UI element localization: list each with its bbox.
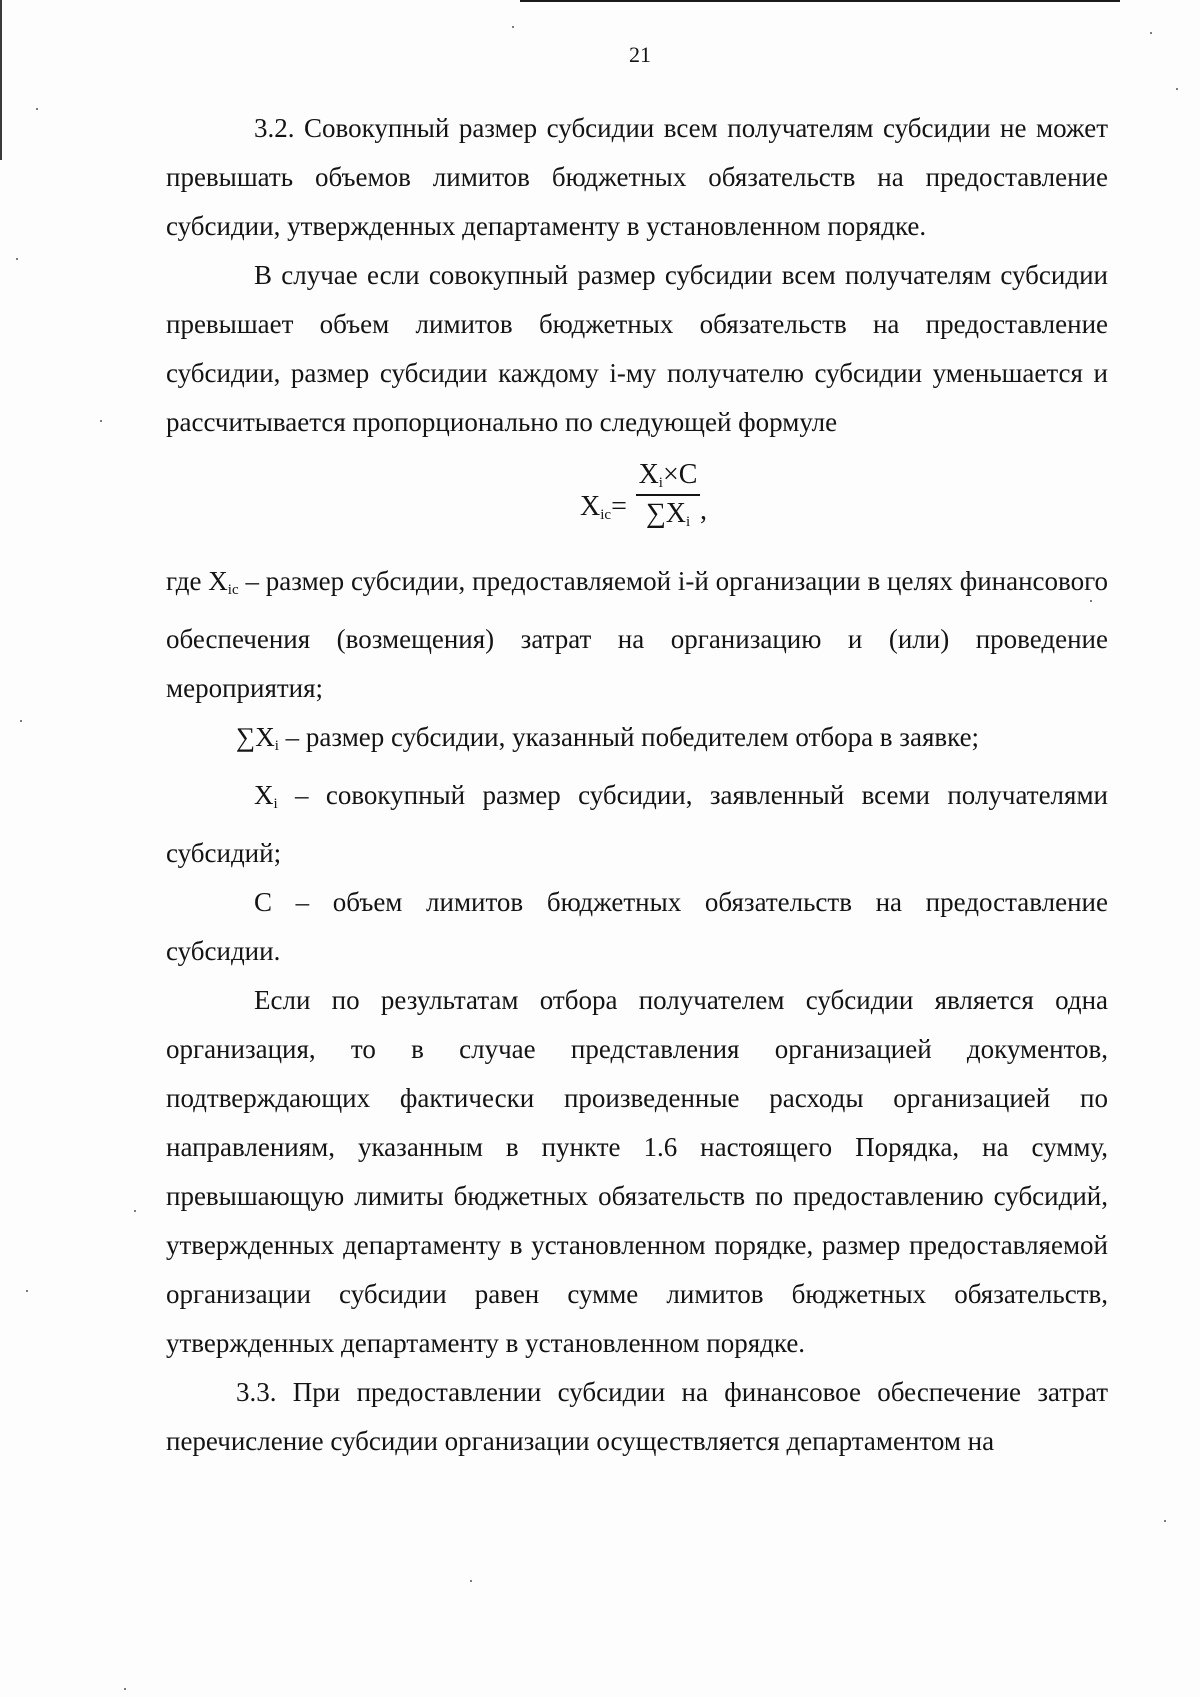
definition-c: С – объем лимитов бюджетных обязательств на предоставление субсидии. <box>166 887 1108 966</box>
top-border-line <box>520 0 1120 2</box>
scan-speck <box>16 258 18 260</box>
formula-numerator: $X_i\times C$ <box>638 459 698 491</box>
document-body <box>166 104 1108 1466</box>
page-number: 21 <box>629 42 651 67</box>
scan-speck <box>134 1210 136 1212</box>
paragraph-3-3: 3.3. При предоставлении субсидии на финансовое обеспечение затрат перечисление субсидии организации осуществляется департаментом на <box>166 1377 1108 1456</box>
scan-speck <box>1176 88 1178 90</box>
scan-speck <box>1164 1520 1166 1522</box>
scan-speck <box>100 420 102 422</box>
formula-denominator: $\sum X_i$ <box>645 498 691 530</box>
scan-speck <box>26 1290 28 1292</box>
scan-speck <box>512 26 514 28</box>
scan-speck <box>470 1580 472 1582</box>
fraction-bar <box>636 494 700 496</box>
scan-speck <box>124 1688 126 1690</box>
scan-speck <box>1150 32 1152 34</box>
paragraph-3-2: 3.2. Совокупный размер субсидии всем получателям субсидии не может превышать объемов лимитов бюджетных обязательств на предоставление субсидии, утвержденных департаменту в установленном порядке. <box>166 113 1108 241</box>
definition-xi: $X_i$ – совокупный размер субсидии, заявленный всеми получателями субсидий; <box>166 780 1108 868</box>
formula-block <box>166 447 1108 557</box>
scan-speck <box>36 108 38 110</box>
formula-fraction <box>636 461 700 530</box>
paragraph-proportional-case: В случае если совокупный размер субсидии всем получателям субсидии превышает объем лимитов бюджетных обязательств на предоставление субсидии, размер субсидии каждому i-му получателю субсидии уменьшается и рассчитывается пропорционально по следующей формуле <box>166 260 1108 437</box>
definition-sum-xi: $\sum X_i$ – размер субсидии, указанный победителем отбора в заявке; <box>236 722 980 754</box>
formula-lhs: $X_{ic}=$ <box>580 491 627 523</box>
left-edge-line <box>0 0 2 160</box>
definition-xic: где $X_{ic}$ – размер субсидии, предоставляемой i-й организации в целях финансового обеспечения (возмещения) затрат на организацию и (или) проведение мероприятия; <box>166 566 1108 703</box>
scan-speck <box>20 720 22 722</box>
formula-comma: , <box>700 495 707 526</box>
paragraph-single-recipient: Если по результатам отбора получателем субсидии является одна организация, то в случае представления организацией документов, подтверждающих фактически произведенные расходы организацией по направлениям, указанным в пункте 1.6 настоящего Порядка, на сумму, превышающую лимиты бюджетных обязательств по предоставлению субсидий, утвержденных департаменту в установленном порядке, размер предоставляемой организации субсидии равен сумме лимитов бюджетных обязательств, утвержденных департаменту в установленном порядке. <box>166 985 1108 1358</box>
